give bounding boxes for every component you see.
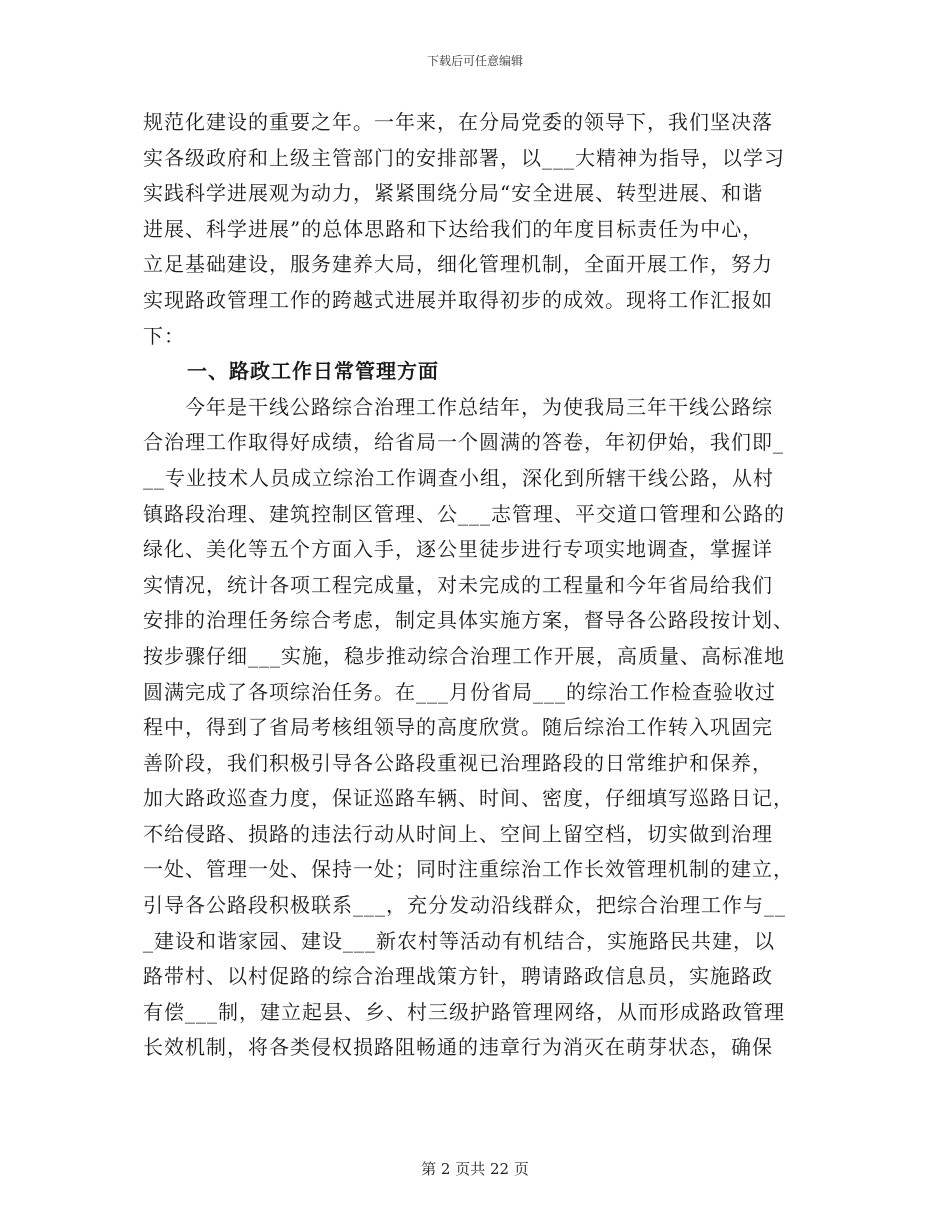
text-line: 立足基础建设，服务建养大局，细化管理机制，全面开展工作，努力 xyxy=(143,252,773,277)
text-line: 程中，得到了省局考核组领导的高度欣赏。随后综治工作转入巩固完 xyxy=(143,715,773,740)
text-line: 长效机制，将各类侵权损路阻畅通的违章行为消灭在萌芽状态，确保 xyxy=(143,1035,773,1060)
text-line: 善阶段，我们积极引导各公路段重视已治理路段的日常维护和保养， xyxy=(143,750,773,775)
text-line: 绿化、美化等五个方面入手，逐公里徒步进行专项实地调查，掌握详 xyxy=(143,537,773,562)
text-line: 规范化建设的重要之年。一年来，在分局党委的领导下，我们坚决落 xyxy=(143,110,773,134)
text-line: _建设和谐家园、建设___新农村等活动有机结合，实施路民共建，以 xyxy=(143,928,775,953)
text-line: __专业技术人员成立综治工作调查小组，深化到所辖干线公路，从村 xyxy=(143,465,774,490)
text-line: 实各级政府和上级主管部门的安排部署，以___大精神为指导，以学习 xyxy=(143,145,785,170)
header-note: 下载后可任意编辑 xyxy=(426,54,523,68)
section-heading: 一、路政工作日常管理方面 xyxy=(187,359,439,384)
text-line: 按步骤仔细___实施，稳步推动综合治理工作开展，高质量、高标准地 xyxy=(143,643,785,668)
text-line: 镇路段治理、建筑控制区管理、公___志管理、平交道口管理和公路的 xyxy=(143,501,785,526)
text-line: 今年是干线公路综合治理工作总结年，为使我局三年干线公路综 xyxy=(143,394,773,419)
text-line: 引导各公路段积极联系___，充分发动沿线群众，把综合治理工作与__ xyxy=(143,893,786,918)
text-line: 合治理工作取得好成绩，给省局一个圆满的答卷，年初伊始，我们即_ xyxy=(143,430,784,455)
document-body xyxy=(143,105,823,1066)
text-line: 实践科学进展观为动力，紧紧围绕分局“安全进展、转型进展、和谐 xyxy=(143,181,764,206)
text-line: 下： xyxy=(143,323,185,348)
text-line: 有偿___制，建立起县、乡、村三级护路管理网络，从而形成路政管理 xyxy=(143,999,785,1024)
page-footer: 第 2 页共 22 页 xyxy=(421,1160,529,1178)
text-line: 路带村、以村促路的综合治理战策方针，聘请路政信息员，实施路政 xyxy=(143,964,773,989)
text-line: 一处、管理一处、保持一处；同时注重综治工作长效管理机制的建立， xyxy=(143,857,794,882)
text-line: 进展、科学进展”的总体思路和下达给我们的年度目标责任为中心， xyxy=(143,216,764,241)
text-line: 不给侵路、损路的违法行动从时间上、空间上留空档，切实做到治理 xyxy=(143,821,773,846)
text-line: 圆满完成了各项综治任务。在___月份省局___的综治工作检查验收过 xyxy=(143,679,776,704)
text-line: 加大路政巡查力度，保证巡路车辆、时间、密度，仔细填写巡路日记， xyxy=(143,786,794,811)
text-line: 实现路政管理工作的跨越式进展并取得初步的成效。现将工作汇报如 xyxy=(143,287,773,312)
text-line: 实情况，统计各项工程完成量，对未完成的工程量和今年省局给我们 xyxy=(143,572,773,597)
text-line: 安排的治理任务综合考虑，制定具体实施方案，督导各公路段按计划、 xyxy=(143,608,794,633)
